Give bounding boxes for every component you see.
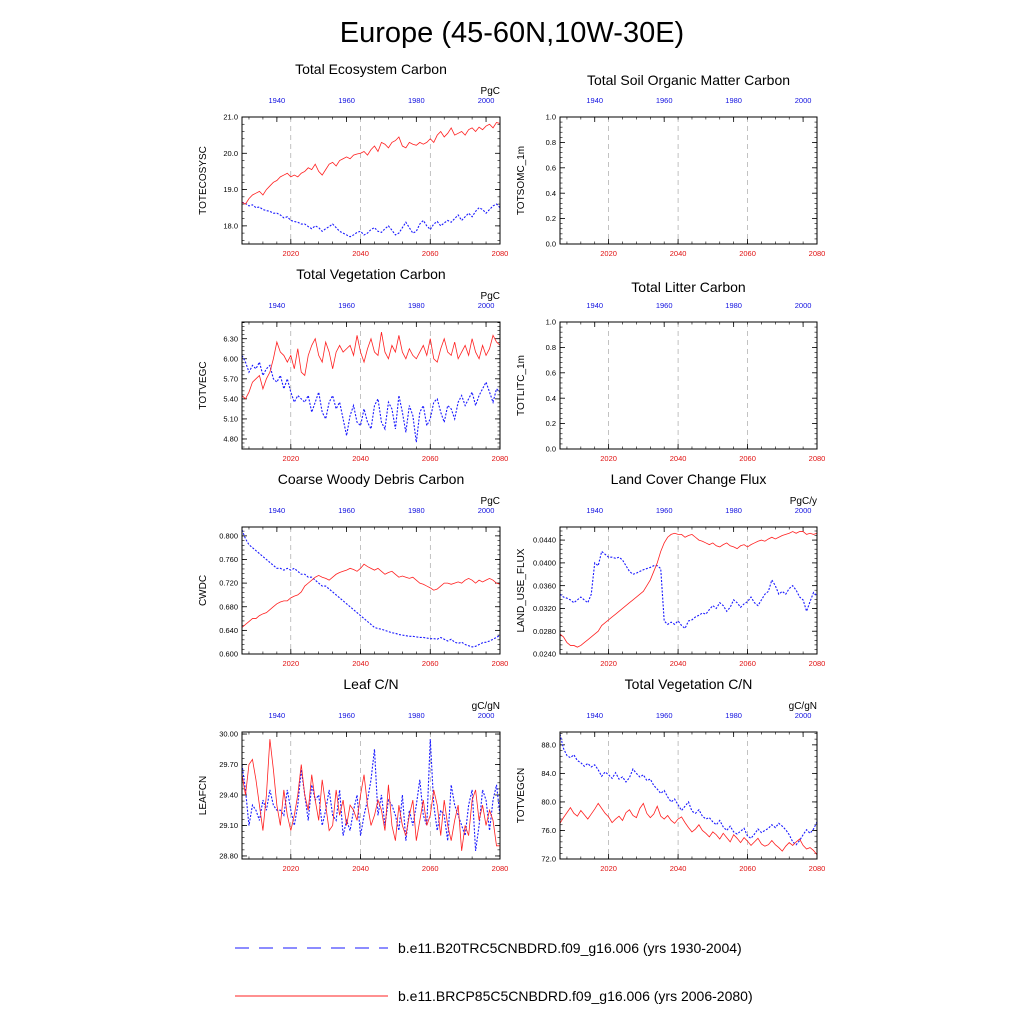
x-tick-label: 2060: [739, 249, 756, 258]
x-top-tick-label: 1980: [407, 96, 425, 105]
x-tick-label: 2020: [600, 249, 617, 258]
figure-title: Europe (45-60N,10W-30E): [339, 17, 685, 49]
y-tick-label: 0.0320: [533, 604, 556, 614]
x-top-tick-label: 1960: [655, 96, 673, 105]
plot-frame: [242, 322, 500, 449]
x-top-tick-label: 1960: [655, 506, 673, 515]
panel-4: [198, 471, 508, 668]
y-tick-label: 0.640: [219, 625, 238, 635]
y-tick-label: 6.00: [223, 354, 238, 364]
x-top-tick-label: 2000: [794, 506, 812, 515]
panel-title: Total Vegetation C/N: [624, 676, 753, 692]
series-line-future: [242, 332, 500, 399]
x-tick-label: 2040: [669, 864, 687, 873]
y-tick-label: 0.8: [545, 138, 556, 147]
y-tick-label: 21.0: [223, 112, 238, 122]
y-tick-label: 0.6: [545, 368, 556, 378]
x-tick-label: 2020: [282, 864, 300, 873]
x-top-tick-label: 1980: [725, 301, 742, 310]
x-tick-label: 2060: [421, 249, 439, 258]
units-label: PgC: [480, 496, 500, 507]
series-line-future: [560, 532, 817, 648]
series-line-historical: [242, 202, 500, 236]
y-tick-label: 0.0: [545, 444, 556, 454]
x-top-tick-label: 1940: [268, 301, 286, 310]
x-top-tick-label: 1940: [586, 506, 604, 515]
y-tick-label: 4.80: [223, 434, 238, 444]
units-label: PgC: [480, 291, 500, 302]
y-tick-label: 29.70: [219, 760, 238, 770]
y-tick-label: 1.0: [545, 112, 556, 122]
x-top-tick-label: 2000: [477, 96, 495, 105]
x-tick-label: 2060: [421, 659, 439, 668]
legend-label-future: b.e11.BRCP85C5CNBDRD.f09_g16.006 (yrs 2006-2080): [398, 988, 753, 1004]
panel-0: [198, 61, 508, 258]
x-top-tick-label: 2000: [794, 301, 812, 310]
plot-frame: [560, 322, 817, 449]
panel-7: [516, 676, 825, 873]
y-tick-label: 76.0: [541, 826, 556, 836]
y-tick-label: 5.10: [223, 414, 238, 424]
x-top-tick-label: 1980: [725, 506, 742, 515]
x-tick-label: 2040: [669, 659, 687, 668]
plot-frame: [242, 527, 500, 654]
y-tick-label: 80.0: [541, 797, 556, 807]
units-label: PgC: [480, 86, 500, 97]
x-top-tick-label: 1960: [338, 711, 355, 720]
y-tick-label: 88.0: [541, 740, 556, 750]
panel-title: Total Ecosystem Carbon: [295, 61, 447, 77]
x-top-tick-label: 2000: [794, 96, 812, 105]
legend-label-historical: b.e11.B20TRC5CNBDRD.f09_g16.006 (yrs 1930-2004): [398, 940, 742, 956]
series-line-future: [242, 739, 500, 851]
panel-5: [516, 471, 825, 668]
x-tick-label: 2020: [600, 864, 617, 873]
x-tick-label: 2020: [282, 249, 300, 258]
panel-title: Total Soil Organic Matter Carbon: [586, 72, 791, 88]
y-axis-label: LEAFCN: [198, 775, 209, 816]
panel-1: [516, 72, 825, 258]
x-top-tick-label: 1960: [338, 506, 355, 515]
y-tick-label: 28.80: [219, 851, 238, 861]
x-tick-label: 2020: [282, 659, 300, 668]
x-top-tick-label: 1960: [338, 301, 355, 310]
x-tick-label: 2080: [808, 864, 826, 873]
panel-2: [198, 266, 508, 463]
panel-title: Leaf C/N: [343, 676, 399, 692]
panel-title: Total Vegetation Carbon: [296, 266, 446, 282]
x-top-tick-label: 1940: [268, 506, 286, 515]
x-tick-label: 2060: [739, 659, 756, 668]
x-tick-label: 2020: [600, 454, 617, 463]
y-tick-label: 0.4: [545, 393, 556, 403]
y-tick-label: 0.0360: [533, 581, 556, 591]
x-tick-label: 2080: [491, 659, 509, 668]
y-tick-label: 30.00: [219, 729, 238, 739]
y-tick-label: 20.0: [223, 148, 238, 158]
plot-frame: [242, 732, 500, 859]
y-tick-label: 0.760: [219, 555, 238, 565]
y-tick-label: 0.2: [545, 419, 556, 429]
x-tick-label: 2040: [352, 249, 369, 258]
x-top-tick-label: 2000: [477, 506, 495, 515]
panels: [198, 61, 825, 873]
legend: [235, 940, 753, 1004]
series-line-historical: [242, 739, 500, 851]
panel-title: Total Litter Carbon: [631, 279, 746, 295]
x-tick-label: 2080: [808, 659, 826, 668]
y-axis-label: TOTVEGCN: [516, 767, 527, 824]
y-axis-label: TOTVEGC: [198, 361, 209, 410]
y-tick-label: 84.0: [541, 768, 556, 778]
x-top-tick-label: 1940: [586, 301, 604, 310]
y-axis-label: LAND_USE_FLUX: [516, 548, 527, 633]
x-top-tick-label: 1960: [655, 711, 673, 720]
y-tick-label: 29.40: [219, 790, 238, 800]
x-top-tick-label: 2000: [477, 301, 495, 310]
y-axis-label: TOTSOMC_1m: [516, 145, 527, 216]
panel-3: [516, 279, 825, 463]
y-tick-label: 1.0: [545, 317, 556, 327]
y-tick-label: 0.680: [219, 602, 238, 612]
x-tick-label: 2060: [739, 864, 756, 873]
y-tick-label: 0.0: [545, 239, 556, 249]
y-tick-label: 0.0440: [533, 535, 556, 545]
plot-frame: [560, 732, 817, 859]
x-top-tick-label: 1980: [407, 711, 425, 720]
y-axis-label: TOTLITC_1m: [516, 355, 527, 416]
x-top-tick-label: 1980: [725, 711, 742, 720]
y-tick-label: 0.0280: [533, 626, 556, 636]
y-tick-label: 0.600: [219, 649, 238, 659]
y-tick-label: 0.6: [545, 163, 556, 173]
y-tick-label: 0.800: [219, 531, 238, 541]
series-line-historical: [242, 530, 500, 647]
x-top-tick-label: 1960: [655, 301, 673, 310]
x-top-tick-label: 2000: [794, 711, 812, 720]
x-tick-label: 2020: [282, 454, 300, 463]
plot-frame: [242, 117, 500, 244]
units-label: PgC/y: [789, 496, 817, 507]
x-top-tick-label: 1940: [268, 711, 286, 720]
x-top-tick-label: 1960: [338, 96, 355, 105]
x-tick-label: 2020: [600, 659, 617, 668]
panel-title: Land Cover Change Flux: [610, 471, 767, 487]
y-tick-label: 0.720: [219, 578, 238, 588]
plot-frame: [560, 117, 817, 244]
x-tick-label: 2060: [421, 864, 439, 873]
y-tick-label: 5.70: [223, 374, 238, 384]
x-tick-label: 2060: [421, 454, 439, 463]
y-tick-label: 29.10: [219, 821, 238, 831]
y-tick-label: 19.0: [223, 185, 238, 195]
y-tick-label: 5.40: [223, 394, 238, 404]
x-tick-label: 2040: [352, 454, 369, 463]
units-label: gC/gN: [471, 701, 500, 712]
x-top-tick-label: 2000: [477, 711, 495, 720]
x-top-tick-label: 1940: [268, 96, 286, 105]
x-tick-label: 2080: [808, 454, 826, 463]
y-tick-label: 6.30: [223, 334, 238, 344]
panel-6: [198, 676, 508, 873]
x-top-tick-label: 1940: [586, 711, 604, 720]
series-line-future: [242, 564, 500, 627]
x-top-tick-label: 1940: [586, 96, 604, 105]
x-top-tick-label: 1980: [725, 96, 742, 105]
x-tick-label: 2040: [352, 659, 369, 668]
y-axis-label: TOTECOSYSC: [198, 146, 209, 215]
y-tick-label: 0.0240: [533, 649, 556, 659]
series-line-future: [560, 803, 817, 854]
y-tick-label: 72.0: [541, 854, 556, 864]
x-top-tick-label: 1980: [407, 301, 425, 310]
x-tick-label: 2040: [669, 454, 687, 463]
y-axis-label: CWDC: [198, 574, 209, 607]
y-tick-label: 0.4: [545, 188, 556, 198]
y-tick-label: 0.8: [545, 343, 556, 352]
plot-frame: [560, 527, 817, 654]
x-tick-label: 2040: [669, 249, 687, 258]
x-tick-label: 2060: [739, 454, 756, 463]
series-line-future: [242, 122, 500, 204]
x-tick-label: 2080: [491, 454, 509, 463]
x-tick-label: 2080: [491, 249, 509, 258]
y-tick-label: 0.2: [545, 214, 556, 224]
x-tick-label: 2080: [491, 864, 509, 873]
units-label: gC/gN: [788, 701, 817, 712]
x-tick-label: 2040: [352, 864, 369, 873]
y-tick-label: 18.0: [223, 221, 238, 231]
x-top-tick-label: 1980: [407, 506, 425, 515]
y-tick-label: 0.0400: [533, 558, 556, 568]
panel-title: Coarse Woody Debris Carbon: [277, 471, 465, 487]
series-line-historical: [560, 551, 817, 628]
series-line-historical: [242, 355, 500, 442]
x-tick-label: 2080: [808, 249, 826, 258]
